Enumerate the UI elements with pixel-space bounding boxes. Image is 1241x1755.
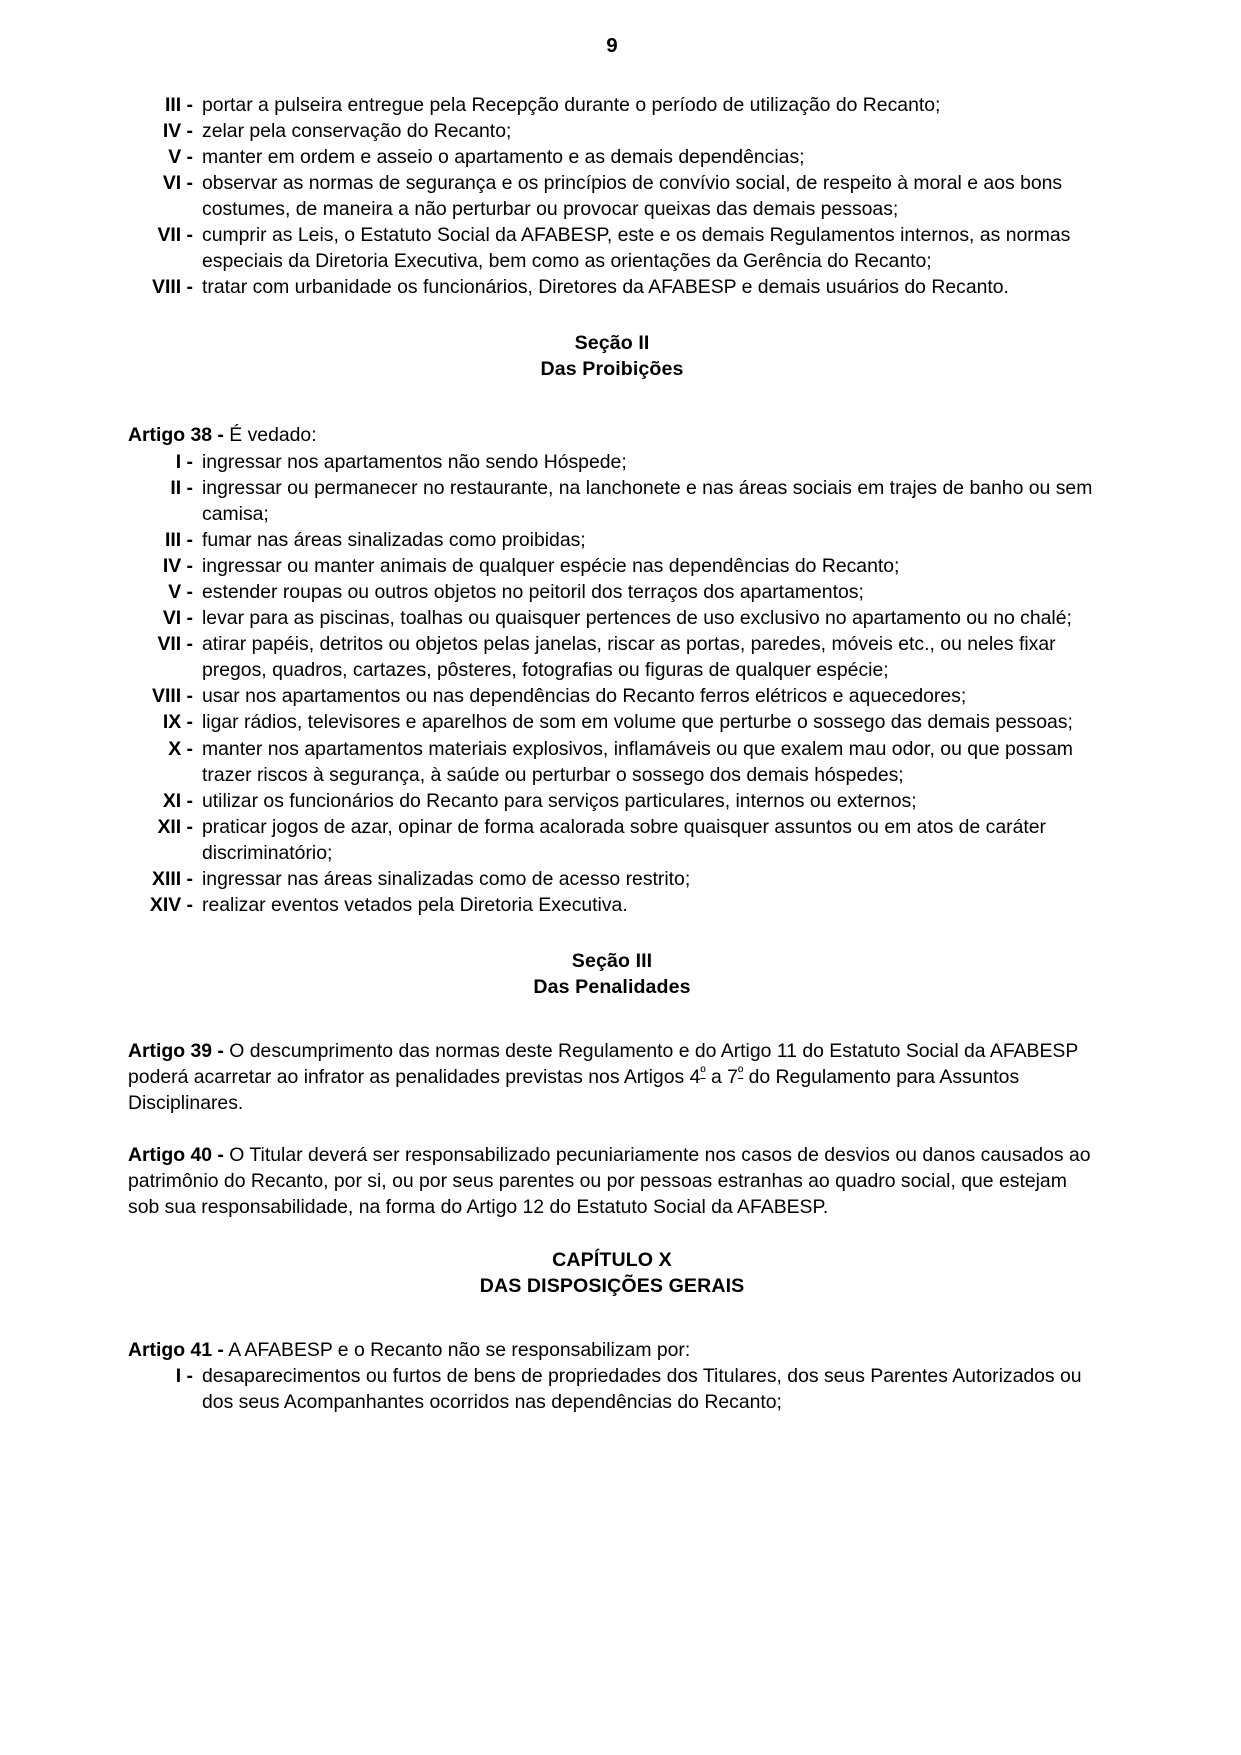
list-item xyxy=(128,144,1096,170)
list-item xyxy=(128,579,1096,605)
list-text: portar a pulseira entregue pela Recepção durante o período de utilização do Recanto; xyxy=(202,93,941,116)
article-39-text-1: O descumprimento das normas deste Regulamento e do Artigo 11 do Estatuto Social da AFABESP poderá acarretar ao infrator as penalidades previstas nos Artigos 4 xyxy=(128,1040,1078,1089)
list-item xyxy=(128,449,1096,475)
list-item xyxy=(128,709,1096,735)
section-ii-number: Seção II xyxy=(574,332,650,355)
list-item xyxy=(128,683,1096,709)
list-item xyxy=(128,527,1096,553)
article-40-text: O Titular deverá ser responsabilizado pecuniariamente nos casos de desvios ou danos causados ao patrimônio do Recanto, por si, ou por seus parentes ou por pessoas estranhas ao quadro social, que estejam sob sua responsabilidade, na forma do Artigo 12 do Estatuto Social da AFABESP. xyxy=(128,1143,1091,1218)
section-iii-number: Seção III xyxy=(571,950,653,973)
list-text: manter em ordem e asseio o apartamento e as demais dependências; xyxy=(202,145,805,168)
list-text: usar nos apartamentos ou nas dependências do Recanto ferros elétricos e aquecedores; xyxy=(202,685,967,708)
list-item xyxy=(128,118,1096,144)
list-marker: I - xyxy=(175,1365,193,1388)
list-marker: I - xyxy=(175,450,193,473)
list-text: ingressar nas áreas sinalizadas como de acesso restrito; xyxy=(202,868,691,890)
list-marker: VIII - xyxy=(152,276,193,299)
list-marker: VII - xyxy=(157,224,193,247)
article-41-lead-text: A AFABESP e o Recanto não se responsabilizam por: xyxy=(228,1338,691,1361)
article-39-text-2: a 7 xyxy=(705,1066,738,1089)
list-item xyxy=(128,605,1096,631)
list-marker: XI - xyxy=(162,789,193,812)
article-40-paragraph xyxy=(128,1142,1096,1220)
list-item xyxy=(128,631,1096,683)
list-marker: XII - xyxy=(157,815,193,838)
article-39-text-3: do Regulamento para Assuntos Disciplinares. xyxy=(128,1066,1020,1115)
spacer xyxy=(128,918,1096,948)
list-text: ingressar ou manter animais de qualquer espécie nas dependências do Recanto; xyxy=(202,554,900,577)
list-text: desaparecimentos ou furtos de bens de propriedades dos Titulares, dos seus Parentes Autorizados ou dos seus Acompanhantes ocorridos nas dependências do Recanto; xyxy=(202,1365,1082,1414)
list-item xyxy=(128,222,1096,274)
list-marker: X - xyxy=(168,737,193,760)
list-marker: II - xyxy=(170,476,193,499)
list-text: realizar eventos vetados pela Diretoria Executiva. xyxy=(202,894,628,917)
list-text: ingressar nos apartamentos não sendo Hóspede; xyxy=(202,450,627,473)
spacer xyxy=(128,1220,1096,1247)
list-item xyxy=(128,814,1096,866)
list-marker: VII - xyxy=(157,633,193,656)
list-text: estender roupas ou outros objetos no peitoril dos terraços dos apartamentos; xyxy=(202,580,864,603)
list-marker: VIII - xyxy=(152,685,193,708)
list-item xyxy=(128,274,1096,300)
list-marker: IV - xyxy=(162,119,193,142)
spacer xyxy=(128,58,1096,92)
list-text: tratar com urbanidade os funcionários, Diretores da AFABESP e demais usuários do Recanto. xyxy=(202,276,1009,299)
chapter-x-heading xyxy=(128,1247,1096,1299)
article-38-lead-text: É vedado: xyxy=(229,424,317,447)
list-item xyxy=(128,553,1096,579)
list-marker: III - xyxy=(164,528,193,551)
list-text: ingressar ou permanecer no restaurante, na lanchonete e nas áreas sociais em trajes de banho ou sem camisa; xyxy=(202,476,1093,525)
list-text: zelar pela conservação do Recanto; xyxy=(202,119,512,142)
obligations-list xyxy=(128,92,1096,301)
list-text: praticar jogos de azar, opinar de forma acalorada sobre quaisquer assuntos ou em atos de caráter discriminatório; xyxy=(202,815,1046,864)
list-marker: V - xyxy=(168,580,193,603)
spacer xyxy=(128,1299,1096,1337)
article-41-lead xyxy=(128,1337,1096,1363)
list-text: ligar rádios, televisores e aparelhos de som em volume que perturbe o sossego das demais pessoas; xyxy=(202,711,1073,734)
list-text: manter nos apartamentos materiais explosivos, inflamáveis ou que exalem mau odor, ou que possam trazer riscos à segurança, à saúde ou perturbar o sossego dos demais hóspedes; xyxy=(202,737,1073,786)
list-marker: IV - xyxy=(162,554,193,577)
spacer xyxy=(128,1117,1096,1142)
article-40-label: Artigo 40 - xyxy=(128,1143,224,1166)
disclaimers-list xyxy=(128,1363,1096,1415)
list-text: atirar papéis, detritos ou objetos pelas janelas, riscar as portas, paredes, móveis etc., ou neles fixar pregos, quadros, cartazes, pôsteres, fotografias ou figuras de qualquer espécie; xyxy=(202,633,1056,682)
list-marker: VI - xyxy=(162,607,193,630)
list-text: levar para as piscinas, toalhas ou quaisquer pertences de uso exclusivo no apartamento ou no chalé; xyxy=(202,607,1072,630)
chapter-x-number: CAPÍTULO X xyxy=(552,1248,672,1271)
list-marker: V - xyxy=(168,145,193,168)
prohibitions-list xyxy=(128,449,1096,919)
page-number: 9 xyxy=(606,34,618,57)
article-39-label: Artigo 39 - xyxy=(128,1040,224,1063)
article-41-label: Artigo 41 - xyxy=(128,1338,224,1361)
ordinal-indicator-icon: º xyxy=(737,1065,744,1082)
list-item xyxy=(128,788,1096,814)
list-item xyxy=(128,92,1096,118)
list-marker: XIV - xyxy=(149,894,193,917)
article-38-lead xyxy=(128,422,1096,448)
list-text: fumar nas áreas sinalizadas como proibidas; xyxy=(202,528,586,551)
list-item xyxy=(128,1363,1096,1415)
list-item xyxy=(128,866,1096,892)
list-item xyxy=(128,892,1096,918)
list-item xyxy=(128,736,1096,788)
spacer xyxy=(128,300,1096,330)
list-marker: III - xyxy=(164,93,193,116)
list-marker: VI - xyxy=(162,171,193,194)
article-39-paragraph xyxy=(128,1038,1096,1116)
spacer xyxy=(128,382,1096,422)
list-marker: IX - xyxy=(162,711,193,734)
list-text: utilizar os funcionários do Recanto para serviços particulares, internos ou externos; xyxy=(202,789,917,812)
article-38-label: Artigo 38 - xyxy=(128,424,224,447)
section-iii-heading xyxy=(128,948,1096,1000)
ordinal-indicator-icon: º xyxy=(700,1065,706,1082)
section-ii-heading xyxy=(128,330,1096,382)
list-item xyxy=(128,170,1096,222)
list-text: cumprir as Leis, o Estatuto Social da AFABESP, este e os demais Regulamentos internos, as normas especiais da Diretoria Executiva, bem como as orientações da Gerência do Recanto; xyxy=(202,224,1071,273)
section-ii-title: Das Proibições xyxy=(540,358,684,381)
chapter-x-title: DAS DISPOSIÇÕES GERAIS xyxy=(479,1274,745,1297)
section-iii-title: Das Penalidades xyxy=(533,976,691,999)
list-marker: XIII - xyxy=(152,868,193,890)
list-text: observar as normas de segurança e os princípios de convívio social, de respeito à moral e aos bons costumes, de maneira a não perturbar ou provocar queixas das demais pessoas; xyxy=(202,171,1063,220)
spacer xyxy=(128,1000,1096,1038)
list-item xyxy=(128,475,1096,527)
